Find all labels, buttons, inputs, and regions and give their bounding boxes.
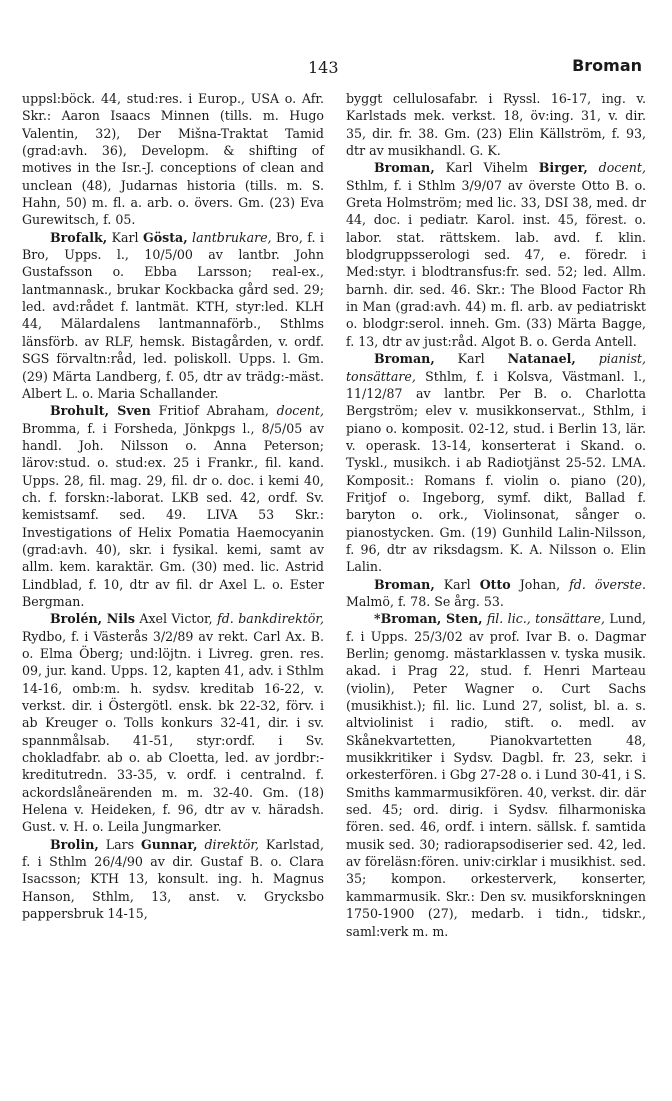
entry-headword: *Broman, Sten, — [374, 611, 483, 627]
right-column — [346, 90, 646, 940]
entry-headword: Brolén, Nils — [50, 611, 135, 627]
occupation-italic: docent, — [598, 160, 646, 176]
biography-entry — [346, 576, 646, 611]
entry-headword: Brohult, Sven — [50, 403, 151, 419]
occupation-italic: direktör, — [204, 836, 259, 852]
entry-text: Karl Vihelm — [434, 160, 539, 176]
entry-text: byggt cellulosafabr. i Ryssl. 16-17, ing. v. Karlstads mek. verkst. 18, öv:ing. 31, v. dir. 35, dir. fr. 38. Gm. (23) Elin Källström, f. 93, dtr av musikhandl. G. K. — [346, 91, 646, 159]
entry-text: Sthlm, f. i Kolsva, Västmanl. l., 11/12/87 av lantbr. Per B. o. Charlotta Bergström; elev v. musikkonservat., Sthlm, i piano o. komposit. 02-12, stud. i Berlin 13, lär. v. operask. 13-14, konserterat i Skand. o. Tyskl., musikch. i ab Radiotjänst 25-52. LMA. Komposit.: Romans f. violin o. piano (20), Fritjof o. Ingeborg, symf. dikt, Ballad f. baryton o. ork., Violinsonat, sånger o. pianostycken. Gm. (19) Gunhild Lalin-Nilsson, f. 96, dtr av riksdagsm. K. A. Nilsson o. Elin Lalin. — [346, 368, 646, 575]
left-column — [22, 90, 324, 923]
occupation-italic: fil. lic., tonsättare, — [486, 611, 605, 627]
entry-text: uppsl:böck. 44, stud:res. i Europ., USA o. Afr. Skr.: Aaron Isaacs Minnen (tills. m. Hugo Valentin, 32), Der Mišna-Traktat Tamid (grad:avh. 36), Developm. & shifting of motives in the Isr.-J. conceptions of clean and unclean (48), Judarnas historia (tills. m. S. Hahn, 50) m. fl. a. arb. o. övers. Gm. (23) Eva Gurewitsch, f. 05. — [22, 91, 324, 228]
entry-headword: Brofalk, — [50, 229, 108, 245]
entry-text: Lars — [98, 836, 142, 852]
entry-headword: Broman, — [374, 576, 435, 592]
entry-text: Fritiof Abraham, — [150, 403, 277, 419]
occupation-italic: fd. bankdirektör, — [217, 611, 324, 627]
biography-entry — [346, 159, 646, 350]
entry-text — [576, 351, 599, 366]
entry-text — [198, 837, 205, 852]
entry-text: Sthlm, f. i Sthlm 3/9/07 av överste Otto B. o. Greta Holmström; med lic. 33, DSI 38, med. dr 44, doc. i pediatr. Karol. inst. 45, förest. o. labor. stat. rättskem. lab. avd. f. klin. blodgruppsserologi sed. 47, e. föredr. i Med:styr. i blodtransfus:fr. sed. 52; led. Allm. barnh. dir. sed. 46. Skr.: The Blood Factor Rh in Man (grad:avh. 44) m. fl. arb. av pediatriskt o. blodgr:serol. inneh. Gm. (33) Märta Bagge, f. 13, dtr av just:råd. Algot B. o. Gerda Antell. — [346, 177, 646, 349]
page-number: 143 — [308, 58, 339, 77]
entry-text: Malmö, f. 78. Se årg. 53. — [346, 593, 504, 609]
entry-continuation — [346, 90, 646, 159]
given-name-bold: Birger, — [538, 160, 588, 176]
given-name-bold: Gunnar, — [141, 836, 198, 852]
entry-text: Karl — [434, 351, 508, 367]
occupation-italic: docent, — [276, 403, 324, 419]
entry-headword: Broman, — [374, 351, 435, 367]
entry-text: Bro, f. i Bro, Upps. l., 10/5/00 av lantbr. John Gustafsson o. Ebba Larsson; real-ex., lantmannask., brukar Kockbacka gård sed. 29; led. avd:rådet f. lantmät. KTH, styr:led. KLH 44, Mälardalens lantmannaförb., Sthlms länsförb. av RLF, hemsk. Bistagården, v. ordf. SGS förvaltn:råd, led. poliskoll. Upps. l. Gm. (29) Märta Landberg, f. 05, dtr av trädg:-mäst. Albert L. o. Maria Schallander. — [22, 229, 324, 401]
biography-entry — [22, 229, 324, 402]
given-name-bold: Gösta, — [143, 229, 188, 245]
running-head: Broman — [572, 56, 642, 75]
biography-entry — [22, 836, 324, 923]
biography-entry — [346, 610, 646, 940]
entry-text: Lund, f. i Upps. 25/3/02 av prof. Ivar B. o. Dagmar Berlin; genomg. mästarklassen v. tyska musik. akad. i Prag 22, stud. f. Henri Marteau (violin), Peter Wagner o. Curt Sachs (musikhist.); fil. lic. Lund 27, solist, bl. a. s. altviolinist i radio, stift. o. medl. av Skånekvartetten, Pianokvartetten 48, musikkritiker i Sydsv. Dagbl. fr. 23, sekr. i orkesterfören. i Gbg 27-28 o. i Lund 30-41, i S. Smiths kammarmusikfören. 40, verkst. dir. där sed. 45; ord. dirig. i Sydsv. filharmoniska fören. sed. 46, ordf. i intern. sällsk. f. samtida musik sed. 30; radiorapsodiserier sed. 42, led. av föreläsn:fören. univ:cirklar i musikhist. sed. 35; kompon. orkesterverk, konserter, kammarmusik. Skr.: Den sv. musikforskningen 1750-1900 (27), medarb. i tidn., tidskr., saml:verk m. m. — [346, 611, 646, 939]
entry-text: Rydbo, f. i Västerås 3/2/89 av rekt. Carl Ax. B. o. Elma Öberg; und:löjtn. i Livreg. gren. res. 09, jur. kand. Upps. 12, kapten 41, adv. i Sthlm 14-16, omb:m. h. sydsv. kreditab 16-22, v. verkst. dir. i Östergötl. ensk. bk 22-32, förv. i ab Kreuger o. Tolls konkurs 32-41, dir. i sv. spannmålsab. 41-51, styr:ordf. i Sv. chokladfabr. ab o. ab Cloetta, led. av jordbr:-kreditutredn. 33-35, v. ordf. i centralnd. f. ackordslåneärenden m. m. 32-40. Gm. (18) Helena v. Heideken, f. 96, dtr av v. häradsh. Gust. v. H. o. Leila Jungmarker. — [22, 628, 324, 835]
entry-headword: Broman, — [374, 160, 435, 176]
entry-text: Bromma, f. i Forsheda, Jönkpgs l., 8/5/05 av handl. Joh. Nilsson o. Anna Peterson; lärov:stud. o. stud:ex. 25 i Frankr., fil. kand. Upps. 28, fil. mag. 29, fil. dr o. doc. i kemi 40, ch. f. forskn:-laborat. LKB sed. 42, ordf. Sv. kemistsamf. sed. 49. LIVA 53 Skr.: Investigations of Helix Pomatia Haemocyanin (grad:avh. 40), skr. i fysikal. kemi, samt av allm. kem. karaktär. Gm. (30) med. lic. Astrid Lindblad, f. 10, dtr av fil. dr Axel L. o. Ester Bergman. — [22, 420, 324, 609]
biography-entry — [346, 350, 646, 575]
given-name-bold: Otto — [479, 576, 511, 592]
occupation-italic: pianist, tonsättare, — [346, 351, 646, 384]
entry-headword: Brolin, — [50, 836, 99, 852]
biography-entry — [22, 610, 324, 835]
entry-text: Karl — [434, 576, 480, 592]
entry-text — [588, 160, 599, 175]
occupation-italic: lantbrukare, — [192, 229, 272, 245]
entry-text: Axel Victor, — [134, 611, 218, 627]
occupation-italic: fd. överste. — [569, 576, 646, 592]
given-name-bold: Natanael, — [507, 351, 576, 367]
entry-text: Karlstad, f. i Sthlm 26/4/90 av dir. Gustaf B. o. Clara Isacsson; KTH 13, konsult. ing. h. Magnus Hanson, Sthlm, 13, anst. v. Grycksbo pappersbruk 14-15, — [22, 836, 324, 922]
entry-text: Karl — [107, 229, 143, 245]
entry-continuation — [22, 90, 324, 229]
biography-entry — [22, 402, 324, 610]
entry-text: Johan, — [510, 576, 570, 592]
